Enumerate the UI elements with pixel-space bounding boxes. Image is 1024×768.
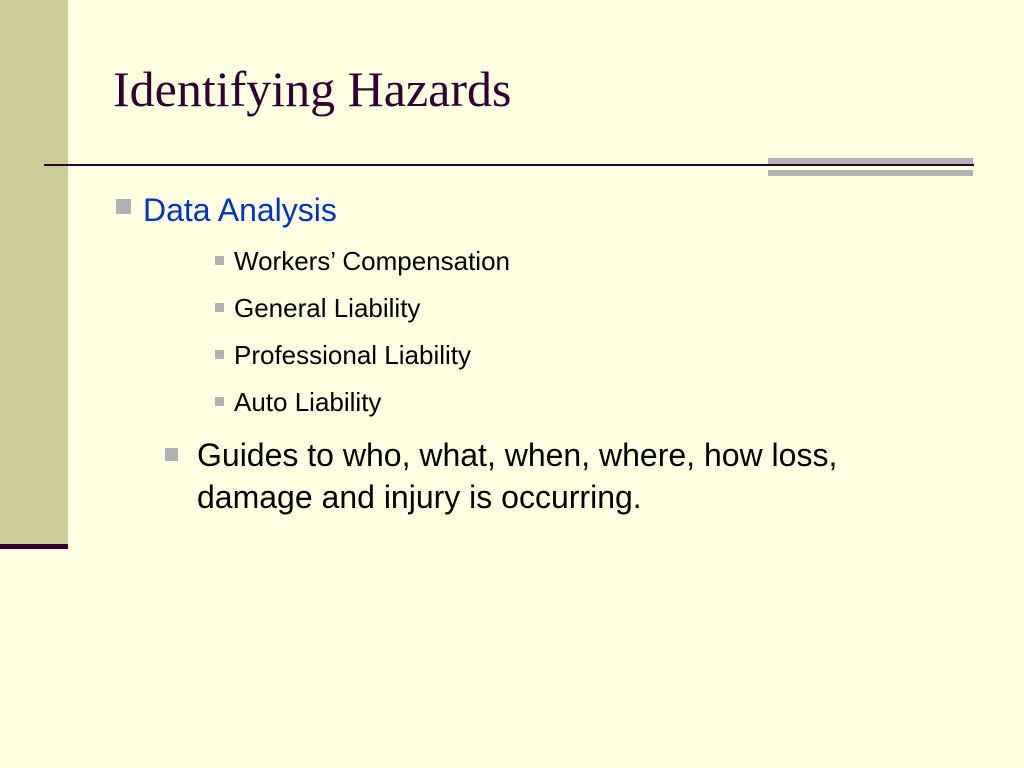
square-bullet-icon: [215, 397, 224, 406]
square-bullet-icon: [116, 199, 131, 214]
square-bullet-icon: [215, 303, 224, 312]
bullet-label: Data Analysis: [143, 192, 337, 228]
sub-bullet-label: Professional Liability: [234, 340, 472, 370]
slide-title: Identifying Hazards: [113, 61, 512, 117]
square-bullet-icon: [215, 256, 224, 265]
bullet-data-analysis: [116, 190, 337, 230]
bullet-guides: [165, 434, 957, 518]
sub-bullet-label: Workers’ Compensation: [234, 246, 510, 276]
sub-bullet-general-liability: [215, 292, 420, 324]
square-bullet-icon: [215, 350, 224, 359]
sub-bullet-auto-liability: [215, 386, 381, 418]
sub-bullet-workers-compensation: [215, 245, 510, 277]
sub-bullet-label: General Liability: [234, 293, 421, 323]
sub-bullet-professional-liability: [215, 339, 471, 371]
square-bullet-icon: [165, 448, 178, 461]
bullet-label: Guides to who, what, when, where, how loss, damage and injury is occurring.: [197, 437, 838, 515]
sub-bullet-label: Auto Liability: [234, 387, 382, 417]
